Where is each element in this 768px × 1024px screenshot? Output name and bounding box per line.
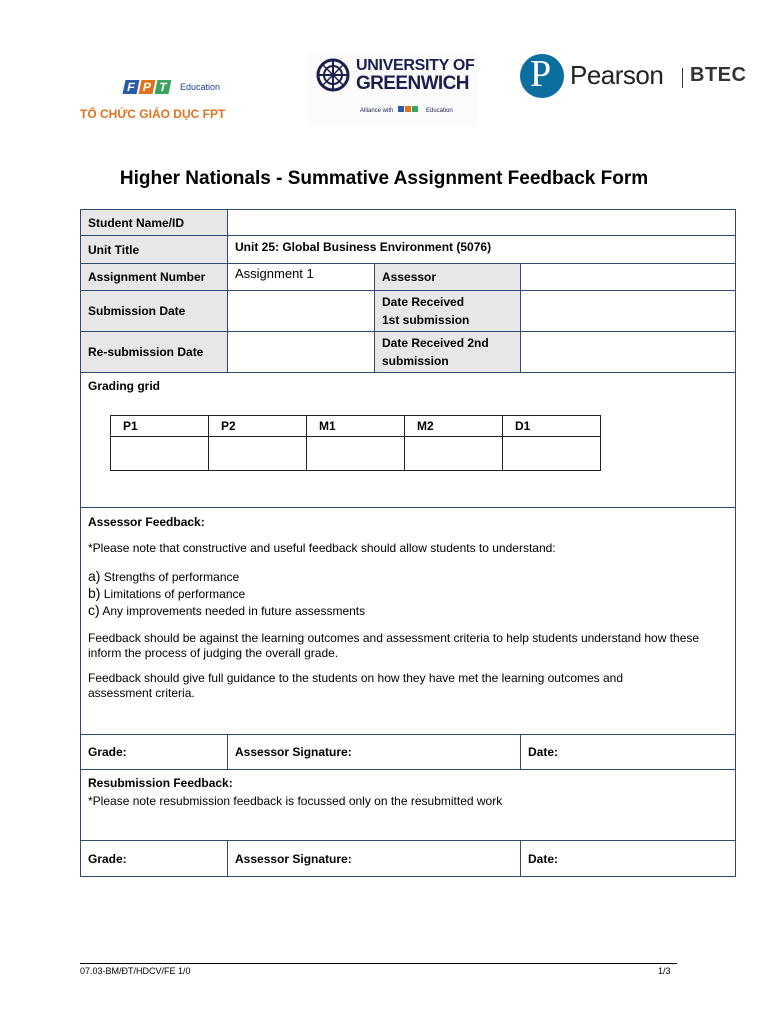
fpt-letter-t: T: [155, 80, 172, 94]
signature-row-1: [81, 735, 736, 770]
fpt-letter-p: P: [139, 80, 156, 94]
grade-cell-d1[interactable]: [503, 437, 601, 471]
grade-label-1[interactable]: Grade:: [81, 735, 228, 770]
grading-grid-row: [81, 373, 736, 508]
greenwich-name-line1: UNIVERSITY OF: [356, 57, 475, 74]
grade-cell-p1[interactable]: [111, 437, 209, 471]
pearson-mark-letter: P: [530, 53, 552, 95]
pearson-divider: [682, 68, 683, 88]
resubmission-feedback-row: [81, 770, 736, 841]
greenwich-fpt-mark: [398, 106, 419, 112]
grade-label-2[interactable]: Grade:: [81, 841, 228, 877]
greenwich-crest-icon: [316, 58, 350, 92]
assessor-feedback-title: Assessor Feedback:: [88, 515, 205, 529]
assignment-row: [81, 264, 736, 291]
unit-title-label: Unit Title: [81, 236, 228, 264]
signature-row-2: [81, 841, 736, 877]
assessor-feedback-section[interactable]: [81, 508, 736, 735]
feedback-form-table: [80, 209, 736, 877]
grading-grid-table: [110, 415, 601, 471]
assessor-signature-label-2[interactable]: Assessor Signature:: [228, 841, 521, 877]
date-received-2-label-line1: Date Received 2nd: [382, 336, 489, 350]
grading-grid-header-row: [111, 416, 601, 437]
pearson-wordmark: Pearson: [570, 60, 664, 90]
unit-title-value[interactable]: Unit 25: Global Business Environment (5076): [228, 236, 736, 264]
assessor-signature-label-1[interactable]: Assessor Signature:: [228, 735, 521, 770]
date-received-2-label: [375, 332, 521, 373]
date-received-1-field[interactable]: [521, 291, 736, 332]
grade-header-p2: P2: [209, 416, 307, 437]
grading-grid-value-row: [111, 437, 601, 471]
footer-page-number: 1/3: [658, 966, 671, 976]
grade-header-m1: M1: [307, 416, 405, 437]
fpt-letter-f: F: [123, 80, 140, 94]
submission-date-row: [81, 291, 736, 332]
unit-title-row: [81, 236, 736, 264]
grading-grid-section: [81, 373, 736, 508]
student-name-row: [81, 210, 736, 236]
date-received-1-label-line2: 1st submission: [382, 313, 470, 327]
footer-divider: [80, 963, 677, 964]
student-name-label: Student Name/ID: [81, 210, 228, 236]
resubmission-date-field[interactable]: [228, 332, 375, 373]
date-received-1-label-line1: Date Received: [382, 295, 465, 309]
assessor-feedback-note: *Please note that constructive and useful feedback should allow students to understand:: [88, 541, 556, 555]
resubmission-feedback-note: *Please note resubmission feedback is focussed only on the resubmitted work: [88, 794, 503, 808]
grade-header-p1: P1: [111, 416, 209, 437]
student-name-field[interactable]: [228, 210, 736, 236]
grade-header-m2: M2: [405, 416, 503, 437]
assessor-field[interactable]: [521, 264, 736, 291]
list-item: c) Any improvements needed in future assessments: [88, 602, 366, 618]
date-received-2-label-line2: submission: [382, 354, 449, 368]
fpt-mark: [124, 80, 172, 94]
grade-cell-p2[interactable]: [209, 437, 307, 471]
assessor-feedback-paragraph-1: Feedback should be against the learning outcomes and assessment criteria to help students understand how these inform the process of judging the overall grade.: [88, 631, 700, 660]
grade-cell-m2[interactable]: [405, 437, 503, 471]
fpt-education-logo: [80, 74, 250, 124]
pearson-mark-icon: [520, 54, 564, 98]
assessor-feedback-list: [88, 568, 728, 619]
assignment-number-value[interactable]: Assignment 1: [228, 264, 375, 291]
date-label-2[interactable]: Date:: [521, 841, 736, 877]
list-item: a) Strengths of performance: [88, 568, 240, 584]
resubmission-feedback-title: Resubmission Feedback:: [88, 776, 233, 790]
greenwich-alliance-label: Alliance with: [360, 108, 394, 114]
assessor-label: Assessor: [375, 264, 521, 291]
resubmission-date-row: [81, 332, 736, 373]
date-label-1[interactable]: Date:: [521, 735, 736, 770]
date-received-2-field[interactable]: [521, 332, 736, 373]
grade-header-d1: D1: [503, 416, 601, 437]
assessor-feedback-paragraph-2: Feedback should give full guidance to the students on how they have met the learning outcomes and assessment criteria.: [88, 671, 624, 700]
submission-date-label: Submission Date: [81, 291, 228, 332]
greenwich-logo: [308, 52, 478, 126]
resubmission-date-label: Re-submission Date: [81, 332, 228, 373]
grade-cell-m1[interactable]: [307, 437, 405, 471]
list-item: b) Limitations of performance: [88, 585, 246, 601]
pearson-btec: BTEC: [690, 64, 747, 86]
fpt-org-name: TỔ CHỨC GIÁO DỤC FPT: [80, 107, 226, 121]
grading-grid-label: Grading grid: [88, 379, 160, 393]
greenwich-name-line2: GREENWICH: [356, 73, 469, 94]
date-received-1-label: [375, 291, 521, 332]
assignment-number-label: Assignment Number: [81, 264, 228, 291]
pearson-btec-logo: [518, 52, 748, 102]
submission-date-field[interactable]: [228, 291, 375, 332]
greenwich-edu-label: Education: [426, 108, 453, 114]
fpt-edu-label: Education: [180, 82, 221, 92]
resubmission-feedback-section[interactable]: [81, 770, 736, 841]
assessor-feedback-row: [81, 508, 736, 735]
page-title: Higher Nationals - Summative Assignment Feedback Form: [119, 168, 649, 189]
footer-doc-code: 07.03-BM/ĐT/HDCV/FE 1/0: [80, 966, 191, 976]
